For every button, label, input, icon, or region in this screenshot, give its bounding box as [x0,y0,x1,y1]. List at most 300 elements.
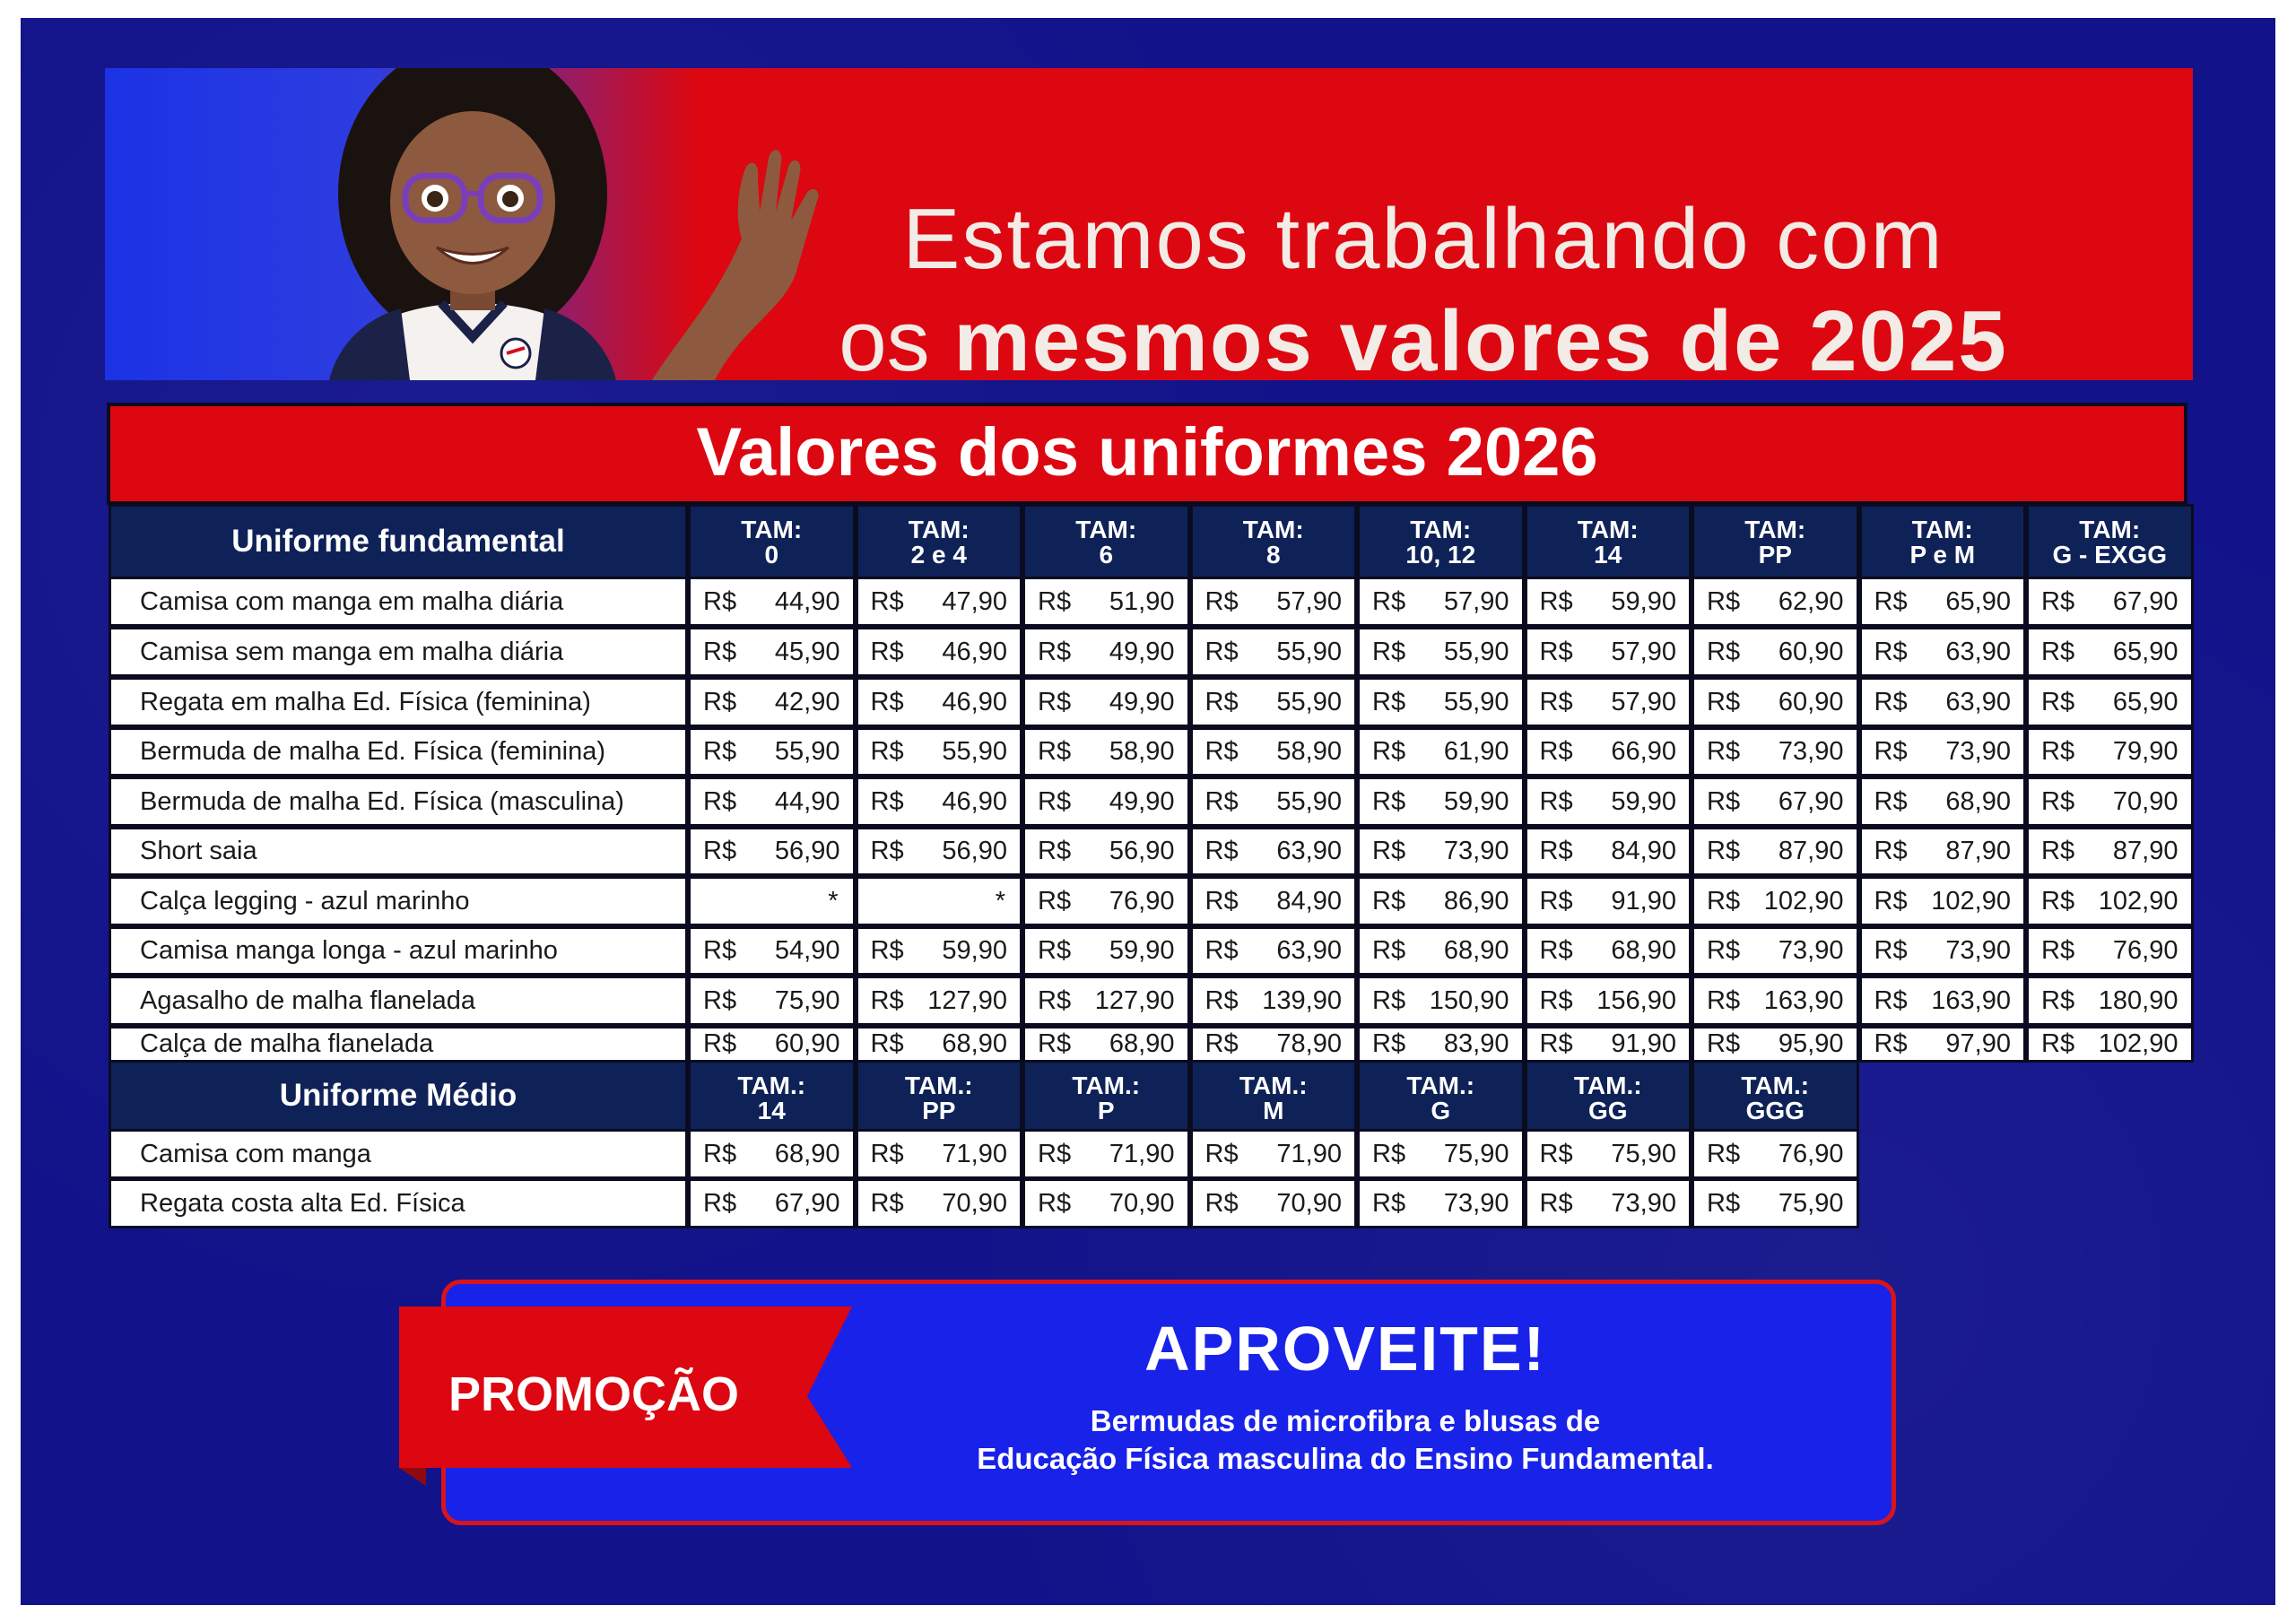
price-value: 71,90 [1109,1139,1175,1168]
size-header [1022,504,1190,579]
price-value: 60,90 [1778,687,1844,716]
price-value: 163,90 [1931,985,2011,1015]
price-cell [1190,1178,1358,1228]
price-cell [1525,926,1692,976]
price-value: 65,90 [2112,687,2179,716]
price-value: 73,90 [1778,936,1844,965]
price-value: 65,90 [1945,586,2011,616]
price-value: 102,90 [2098,1029,2179,1058]
currency-symbol: R$ [1205,586,1239,616]
price-cell [2026,976,2194,1026]
table-row-item-name [109,1129,688,1179]
currency-symbol: R$ [1707,936,1741,965]
price-value: 102,90 [1763,886,1844,916]
currency-symbol: R$ [1372,936,1406,965]
table-row-item-name [109,1026,688,1063]
price-value: 54,90 [774,936,840,965]
price-value: 55,90 [1276,637,1342,666]
item-name-text: Bermuda de malha Ed. Física (feminina) [140,737,605,766]
price-value: 86,90 [1443,886,1509,916]
price-value: 95,90 [1778,1029,1844,1058]
size-header-value: PP [1758,541,1792,568]
price-value: 55,90 [1443,637,1509,666]
size-header-value: G [1431,1097,1451,1124]
currency-symbol: R$ [2041,637,2075,666]
size-header-label: TAM: [2079,516,2141,543]
size-header [1859,504,2027,579]
currency-symbol: R$ [1539,687,1573,716]
item-name-text: Regata costa alta Ed. Física [140,1188,465,1218]
size-header-label: TAM: [1242,516,1304,543]
price-cell [1525,727,1692,777]
currency-symbol: R$ [1539,1188,1573,1218]
size-header-label: TAM.: [737,1072,806,1099]
currency-symbol: R$ [1372,586,1406,616]
currency-symbol: R$ [1038,1139,1072,1168]
price-value: 57,90 [1611,637,1676,666]
price-value: 55,90 [1443,687,1509,716]
price-value: 73,90 [1778,737,1844,766]
currency-symbol: R$ [1372,1188,1406,1218]
currency-symbol: R$ [703,1029,737,1058]
price-value: 59,90 [1443,786,1509,816]
currency-symbol: R$ [1372,737,1406,766]
price-cell [1357,926,1525,976]
price-cell [2026,677,2194,727]
price-unavailable-mark: * [828,886,839,916]
price-cell [1525,1026,1692,1063]
price-value: 59,90 [1611,586,1676,616]
price-value: 102,90 [2098,886,2179,916]
price-cell [1022,677,1190,727]
currency-symbol: R$ [1539,737,1573,766]
price-cell [1859,876,2027,926]
price-value: 71,90 [942,1139,1007,1168]
price-cell [1859,727,2027,777]
currency-symbol: R$ [870,1188,904,1218]
price-cell [1525,827,1692,876]
price-value: 55,90 [942,737,1007,766]
price-cell [688,627,856,677]
currency-symbol: R$ [1372,985,1406,1015]
price-cell [1190,1026,1358,1063]
banner-headline-bold: mesmos valores de 2025 [953,293,2008,380]
price-value: 56,90 [774,837,840,865]
price-cell [1357,1129,1525,1179]
size-header-label: TAM.: [1741,1072,1810,1099]
price-value: 62,90 [1778,586,1844,616]
price-value: 60,90 [1778,637,1844,666]
price-cell [1190,926,1358,976]
price-value: 68,90 [942,1029,1007,1058]
price-value: 44,90 [774,586,840,616]
price-cell [2026,926,2194,976]
currency-symbol: R$ [1707,1188,1741,1218]
price-cell [1692,627,1859,677]
currency-symbol: R$ [1038,737,1072,766]
currency-symbol: R$ [1539,637,1573,666]
size-header [2026,504,2194,579]
table-row-item-name [109,827,688,876]
currency-symbol: R$ [703,1139,737,1168]
size-header [688,1060,856,1132]
price-cell [1525,777,1692,827]
price-value: 75,90 [774,985,840,1015]
item-name-text: Camisa com manga em malha diária [140,586,564,616]
price-cell [1525,1178,1692,1228]
currency-symbol: R$ [703,786,737,816]
currency-symbol: R$ [1372,837,1406,865]
price-cell [1022,876,1190,926]
currency-symbol: R$ [1038,1029,1072,1058]
price-cell [1357,677,1525,727]
currency-symbol: R$ [1038,886,1072,916]
currency-symbol: R$ [1372,886,1406,916]
size-header-label: TAM: [1410,516,1472,543]
currency-symbol: R$ [870,1139,904,1168]
price-value: 127,90 [927,985,1007,1015]
size-header-label: TAM: [1744,516,1806,543]
size-header [1525,504,1692,579]
price-value: 91,90 [1611,886,1676,916]
currency-symbol: R$ [1372,1029,1406,1058]
price-value: 75,90 [1443,1139,1509,1168]
currency-symbol: R$ [703,586,737,616]
table-title: Valores dos uniformes 2026 [107,403,2187,505]
price-cell [2026,727,2194,777]
price-value: 51,90 [1109,586,1175,616]
price-cell [1190,777,1358,827]
price-cell [688,976,856,1026]
size-header-label: TAM: [1075,516,1137,543]
price-value: 76,90 [2112,936,2179,965]
currency-symbol: R$ [1038,586,1072,616]
size-header [856,1060,1023,1132]
table-row-item-name [109,976,688,1026]
price-cell [1022,926,1190,976]
price-cell [1190,876,1358,926]
size-header-value: P e M [1909,541,1976,568]
currency-symbol: R$ [870,737,904,766]
price-value: 56,90 [942,837,1007,865]
price-value: 57,90 [1443,586,1509,616]
price-cell [688,926,856,976]
price-value: 46,90 [942,786,1007,816]
table-row-item-name [109,677,688,727]
price-value: 49,90 [1109,637,1175,666]
price-cell [1692,827,1859,876]
price-value: 68,90 [1611,936,1676,965]
price-value: 156,90 [1596,985,1676,1015]
medio-section-heading [109,1060,688,1132]
price-cell [1022,827,1190,876]
price-value: 71,90 [1276,1139,1342,1168]
size-header-value: PP [922,1097,956,1124]
price-cell [1022,1026,1190,1063]
price-cell-unavailable [856,876,1023,926]
price-cell [856,627,1023,677]
price-cell [1190,976,1358,1026]
price-cell [1525,627,1692,677]
price-value: 97,90 [1945,1029,2011,1058]
price-value: 83,90 [1443,1029,1509,1058]
currency-symbol: R$ [1205,1029,1239,1058]
price-value: 66,90 [1611,737,1676,766]
price-cell [1357,1178,1525,1228]
size-header [688,504,856,579]
promo-ribbon-label: PROMOÇÃO [448,1367,739,1421]
currency-symbol: R$ [870,786,904,816]
size-header-value: GG [1587,1097,1628,1124]
price-value: 63,90 [1945,637,2011,666]
price-value: 70,90 [1109,1188,1175,1218]
size-header [1190,1060,1358,1132]
fundamental-section-heading [109,504,688,579]
size-header-label: TAM: [741,516,803,543]
currency-symbol: R$ [1874,786,1908,816]
price-cell [856,1026,1023,1063]
table-row-item-name [109,727,688,777]
currency-symbol: R$ [703,687,737,716]
currency-symbol: R$ [1372,786,1406,816]
currency-symbol: R$ [2041,936,2075,965]
price-cell [1525,876,1692,926]
price-cell [1859,926,2027,976]
banner-headline-line2 [724,292,2123,380]
price-value: 56,90 [1109,837,1175,865]
currency-symbol: R$ [1874,837,1908,865]
item-name-text: Camisa manga longa - azul marinho [140,936,558,965]
currency-symbol: R$ [703,1188,737,1218]
price-cell [856,577,1023,627]
currency-symbol: R$ [1707,837,1741,865]
currency-symbol: R$ [703,985,737,1015]
price-cell [688,777,856,827]
price-value: 76,90 [1109,886,1175,916]
price-value: 79,90 [2112,737,2179,766]
currency-symbol: R$ [1707,637,1741,666]
price-value: 67,90 [2112,586,2179,616]
currency-symbol: R$ [1539,886,1573,916]
price-cell [856,1178,1023,1228]
price-value: 67,90 [774,1188,840,1218]
price-value: 180,90 [2098,985,2179,1015]
currency-symbol: R$ [1205,886,1239,916]
price-value: 102,90 [1931,886,2011,916]
size-header-label: TAM.: [904,1072,973,1099]
promo-description-line1: Bermudas de microfibra e blusas de [1090,1404,1601,1437]
price-value: 150,90 [1429,985,1509,1015]
price-value: 49,90 [1109,687,1175,716]
currency-symbol: R$ [1874,737,1908,766]
price-cell [1859,827,2027,876]
currency-symbol: R$ [1539,1139,1573,1168]
price-cell [1022,777,1190,827]
price-cell [1525,1129,1692,1179]
currency-symbol: R$ [870,586,904,616]
price-cell [1357,777,1525,827]
price-value: 73,90 [1443,1188,1509,1218]
price-value: 47,90 [942,586,1007,616]
price-value: 59,90 [942,936,1007,965]
item-name-text: Camisa sem manga em malha diária [140,637,564,666]
currency-symbol: R$ [2041,737,2075,766]
currency-symbol: R$ [703,837,737,865]
currency-symbol: R$ [703,936,737,965]
price-cell [688,1026,856,1063]
price-cell [1692,876,1859,926]
currency-symbol: R$ [870,1029,904,1058]
currency-symbol: R$ [1038,936,1072,965]
size-header [1692,1060,1859,1132]
price-cell [856,827,1023,876]
price-value: 58,90 [1276,737,1342,766]
currency-symbol: R$ [1205,985,1239,1015]
currency-symbol: R$ [1707,737,1741,766]
price-value: 91,90 [1611,1029,1676,1058]
price-cell [2026,777,2194,827]
currency-symbol: R$ [1038,786,1072,816]
size-header-value: GGG [1745,1097,1805,1124]
currency-symbol: R$ [1372,1139,1406,1168]
currency-symbol: R$ [2041,886,2075,916]
price-cell [1692,777,1859,827]
size-header [1022,1060,1190,1132]
price-value: 87,90 [1945,837,2011,865]
price-value: 59,90 [1611,786,1676,816]
item-name-text: Calça legging - azul marinho [140,886,470,916]
price-cell [1859,976,2027,1026]
price-cell [2026,627,2194,677]
item-name-text: Agasalho de malha flanelada [140,985,476,1015]
table-row-item-name [109,627,688,677]
price-cell [1692,677,1859,727]
price-cell [856,727,1023,777]
price-value: 75,90 [1611,1139,1676,1168]
size-header-value: 14 [1594,541,1622,568]
banner-headline-prefix: os [839,293,930,380]
promo-title: APROVEITE! [1144,1314,1546,1384]
size-header-value: 8 [1265,541,1281,568]
price-value: 78,90 [1276,1029,1342,1058]
price-cell [1692,1178,1859,1228]
price-cell [1692,727,1859,777]
price-value: 68,90 [1443,936,1509,965]
currency-symbol: R$ [703,637,737,666]
price-value: 139,90 [1262,985,1342,1015]
currency-symbol: R$ [1539,837,1573,865]
price-value: 68,90 [1109,1029,1175,1058]
price-cell [1190,577,1358,627]
price-value: 58,90 [1109,737,1175,766]
price-value: 57,90 [1276,586,1342,616]
price-cell [2026,577,2194,627]
price-cell [1525,577,1692,627]
price-cell [2026,876,2194,926]
price-cell [1022,1178,1190,1228]
currency-symbol: R$ [2041,586,2075,616]
currency-symbol: R$ [2041,837,2075,865]
size-header [1692,504,1859,579]
price-value: 42,90 [774,687,840,716]
currency-symbol: R$ [2041,985,2075,1015]
price-cell [1022,976,1190,1026]
price-cell [2026,827,2194,876]
size-header-value: 14 [757,1097,786,1124]
currency-symbol: R$ [1038,837,1072,865]
price-cell [1692,976,1859,1026]
item-name-text: Calça de malha flanelada [140,1029,434,1058]
price-cell [856,677,1023,727]
price-cell [1525,677,1692,727]
price-value: 87,90 [2112,837,2179,865]
price-value: 70,90 [1276,1188,1342,1218]
currency-symbol: R$ [1707,586,1741,616]
price-cell [1859,577,2027,627]
price-value: 75,90 [1778,1188,1844,1218]
table-row-item-name [109,577,688,627]
price-cell-unavailable [688,876,856,926]
table-row-item-name [109,876,688,926]
currency-symbol: R$ [1038,687,1072,716]
price-value: 163,90 [1763,985,1844,1015]
medio-heading-text: Uniforme Médio [279,1078,517,1113]
table-row-item-name [109,1178,688,1228]
size-header [1190,504,1358,579]
price-value: 84,90 [1611,837,1676,865]
item-name-text: Camisa com manga [140,1139,371,1168]
currency-symbol: R$ [1038,985,1072,1015]
price-value: 61,90 [1443,737,1509,766]
currency-symbol: R$ [1707,687,1741,716]
currency-symbol: R$ [1874,886,1908,916]
size-header-label: TAM: [908,516,970,543]
price-cell [1692,1026,1859,1063]
currency-symbol: R$ [1205,1139,1239,1168]
currency-symbol: R$ [1707,886,1741,916]
currency-symbol: R$ [1205,936,1239,965]
item-name-text: Regata em malha Ed. Física (feminina) [140,687,591,716]
currency-symbol: R$ [1372,637,1406,666]
currency-symbol: R$ [1539,985,1573,1015]
currency-symbol: R$ [1707,1029,1741,1058]
currency-symbol: R$ [1707,1139,1741,1168]
currency-symbol: R$ [1038,1188,1072,1218]
size-header [1357,504,1525,579]
currency-symbol: R$ [1707,786,1741,816]
price-value: 49,90 [1109,786,1175,816]
currency-symbol: R$ [2041,1029,2075,1058]
currency-symbol: R$ [1205,786,1239,816]
price-value: 57,90 [1611,687,1676,716]
currency-symbol: R$ [1874,637,1908,666]
currency-symbol: R$ [870,637,904,666]
price-value: 45,90 [774,637,840,666]
currency-symbol: R$ [1874,1029,1908,1058]
price-cell [1692,1129,1859,1179]
price-value: 46,90 [942,637,1007,666]
price-value: 76,90 [1778,1139,1844,1168]
price-value: 55,90 [1276,687,1342,716]
price-value: 67,90 [1778,786,1844,816]
price-value: 63,90 [1276,837,1342,865]
price-cell [1357,876,1525,926]
price-value: 63,90 [1945,687,2011,716]
size-header [1357,1060,1525,1132]
price-cell [688,677,856,727]
price-value: 63,90 [1276,936,1342,965]
price-cell [1357,727,1525,777]
